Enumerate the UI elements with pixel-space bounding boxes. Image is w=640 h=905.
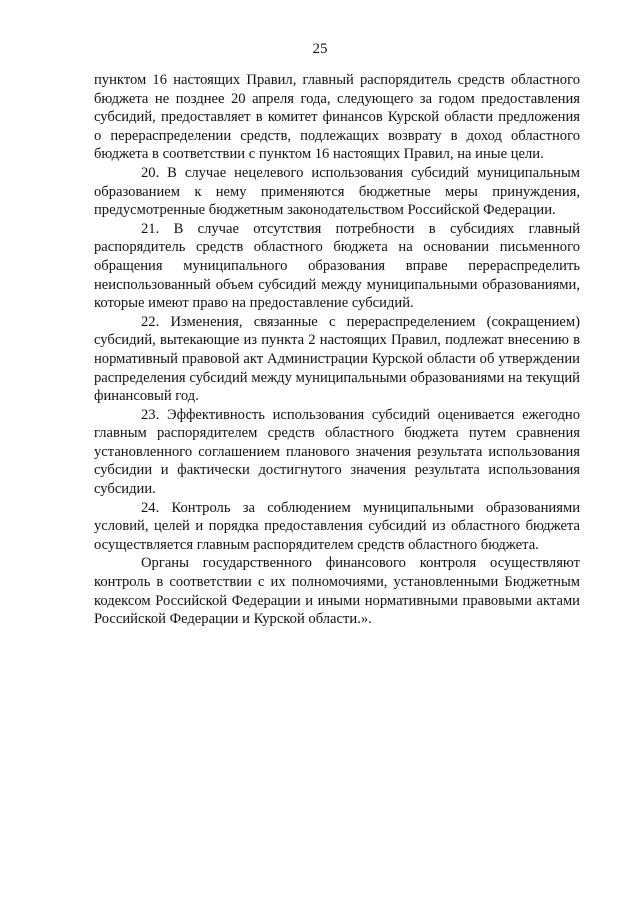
paragraph-financial-control: Органы государственного финансового контроля осуществляют контроль в соответствии с их полномочиями, установленными Бюджетным кодексом Российской Федерации и иными нормативными правовыми актами Российской Федерации и Курской области.».: [94, 555, 580, 628]
paragraph-continuation: пунктом 16 настоящих Правил, главный распорядитель средств областного бюджета не позднее 20 апреля года, следующего за годом предоставления субсидий, предоставляет в комитет финансов Курской области предложения о перераспределении средств, подлежащих возврату в доход областного бюджета в соответствии с пунктом 16 настоящих Правил, на иные цели.: [94, 72, 580, 163]
paragraph-22: 22. Изменения, связанные с перераспределением (сокращением) субсидий, вытекающие из пункта 2 настоящих Правил, подлежат внесению в нормативный правовой акт Администрации Курской области об утверждении распределения субсидий между муниципальными образованиями на текущий финансовый год.: [94, 313, 580, 405]
paragraph-24: 24. Контроль за соблюдением муниципальными образованиями условий, целей и порядка предоставления субсидий из областного бюджета осуществляется главным распорядителем средств областного бюджета.: [94, 499, 580, 553]
page-number: 25: [312, 41, 328, 57]
document-body: [94, 71, 580, 629]
paragraph-23: 23. Эффективность использования субсидий оценивается ежегодно главным распорядителем средств областного бюджета путем сравнения установленного соглашением планового значения результата использования субсидии и фактически достигнутого значения результата использования субсидии.: [94, 406, 580, 498]
paragraph-21: 21. В случае отсутствия потребности в субсидиях главный распорядитель средств областного бюджета на основании письменного обращения муниципального образования вправе перераспределить неиспользованный объем субсидий между муниципальными образованиями, которые имеют право на предоставление субсидий.: [94, 220, 580, 312]
paragraph-20: 20. В случае нецелевого использования субсидий муниципальным образованием к нему применяются бюджетные меры принуждения, предусмотренные бюджетным законодательством Российской Федерации.: [94, 164, 580, 219]
